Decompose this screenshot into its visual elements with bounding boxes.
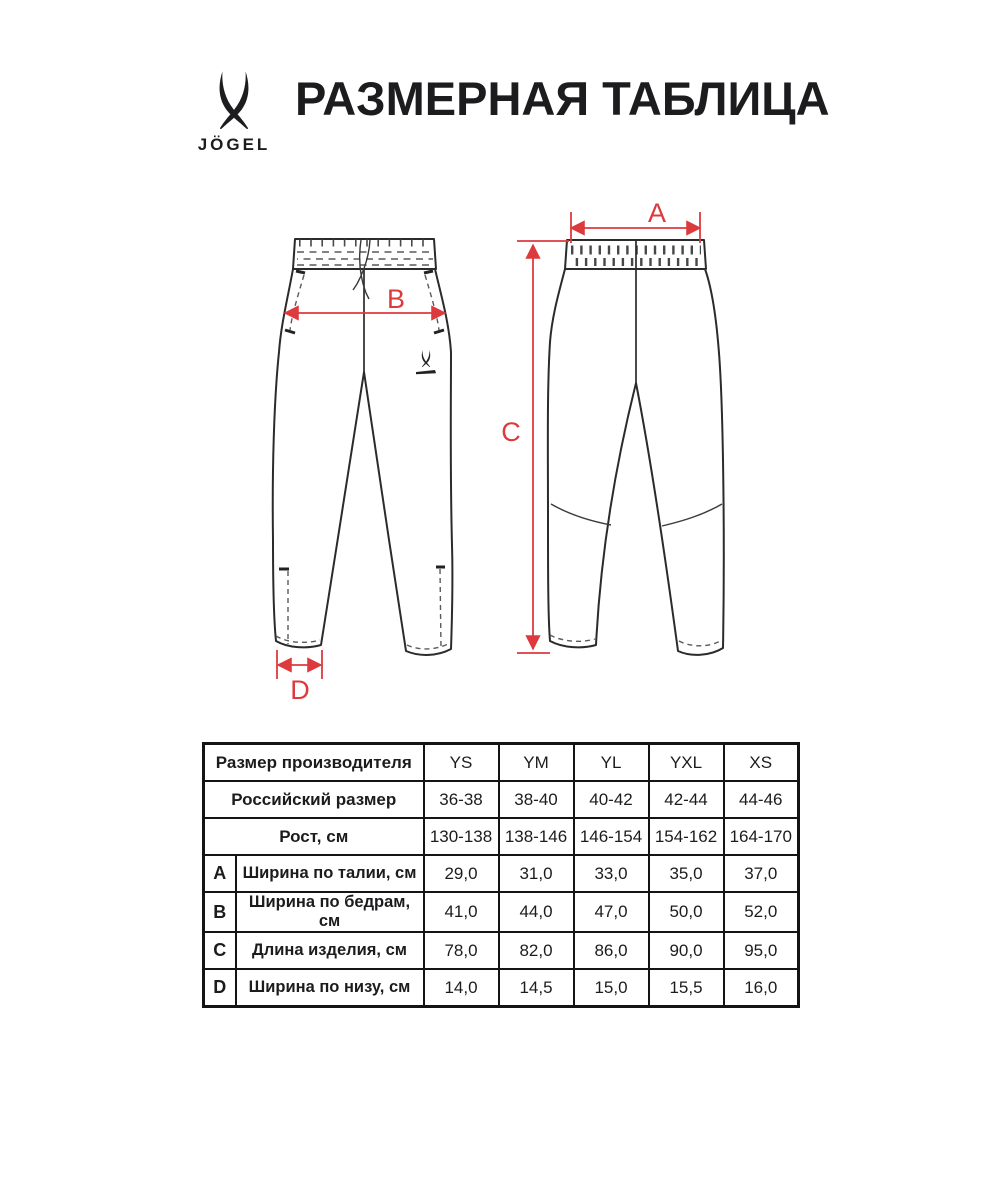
cell-value: 44-46: [724, 781, 799, 818]
cell-value: 138-146: [499, 818, 574, 855]
cell-value: 82,0: [499, 932, 574, 969]
cell-value: 42-44: [649, 781, 724, 818]
row-letter: B: [204, 892, 236, 932]
page-title: РАЗМЕРНАЯ ТАБЛИЦА: [295, 72, 830, 125]
cell-value: 36-38: [424, 781, 499, 818]
cell-value: 78,0: [424, 932, 499, 969]
cell-value: 31,0: [499, 855, 574, 892]
cell-value: 47,0: [574, 892, 649, 932]
cell-value: 86,0: [574, 932, 649, 969]
cell-value: YXL: [649, 744, 724, 782]
cell-value: 40-42: [574, 781, 649, 818]
dim-label-c: C: [501, 417, 521, 447]
row-label: Размер производителя: [204, 744, 424, 782]
brand-logo: [190, 70, 278, 155]
pants-back-drawing: [548, 240, 724, 655]
cell-value: 146-154: [574, 818, 649, 855]
cell-value: YM: [499, 744, 574, 782]
row-letter: D: [204, 969, 236, 1007]
table-row-measure-c: [204, 932, 799, 969]
row-label: Ширина по низу, см: [236, 969, 424, 1007]
cell-value: 154-162: [649, 818, 724, 855]
dim-label-a: A: [647, 198, 667, 228]
cell-value: 52,0: [724, 892, 799, 932]
cell-value: 38-40: [499, 781, 574, 818]
row-label: Ширина по бедрам, см: [236, 892, 424, 932]
cell-value: 90,0: [649, 932, 724, 969]
cell-value: 37,0: [724, 855, 799, 892]
size-table: [202, 742, 800, 1008]
cell-value: YS: [424, 744, 499, 782]
cell-value: YL: [574, 744, 649, 782]
row-letter: C: [204, 932, 236, 969]
cell-value: 15,0: [574, 969, 649, 1007]
table-row-measure-b: [204, 892, 799, 932]
cell-value: 164-170: [724, 818, 799, 855]
pants-diagram: [240, 195, 780, 715]
brand-wordmark: JÖGEL: [197, 135, 271, 154]
table-row-manufacturer-size: [204, 744, 799, 782]
row-label: Ширина по талии, см: [236, 855, 424, 892]
cell-value: 14,0: [424, 969, 499, 1007]
pants-front-drawing: [273, 239, 453, 655]
cell-value: 50,0: [649, 892, 724, 932]
cell-value: 33,0: [574, 855, 649, 892]
row-label: Длина изделия, см: [236, 932, 424, 969]
cell-value: 44,0: [499, 892, 574, 932]
row-letter: A: [204, 855, 236, 892]
table-row-height: [204, 818, 799, 855]
cell-value: 95,0: [724, 932, 799, 969]
cell-value: 16,0: [724, 969, 799, 1007]
cell-value: 41,0: [424, 892, 499, 932]
cell-value: XS: [724, 744, 799, 782]
cell-value: 15,5: [649, 969, 724, 1007]
row-label: Российский размер: [204, 781, 424, 818]
brand-mark-icon: [210, 70, 258, 130]
table-row-measure-a: [204, 855, 799, 892]
table-row-measure-d: [204, 969, 799, 1007]
dim-label-b: B: [386, 284, 406, 314]
cell-value: 14,5: [499, 969, 574, 1007]
table-row-russian-size: [204, 781, 799, 818]
cell-value: 29,0: [424, 855, 499, 892]
dim-label-d: D: [290, 675, 310, 705]
row-label: Рост, см: [204, 818, 424, 855]
cell-value: 130-138: [424, 818, 499, 855]
cell-value: 35,0: [649, 855, 724, 892]
